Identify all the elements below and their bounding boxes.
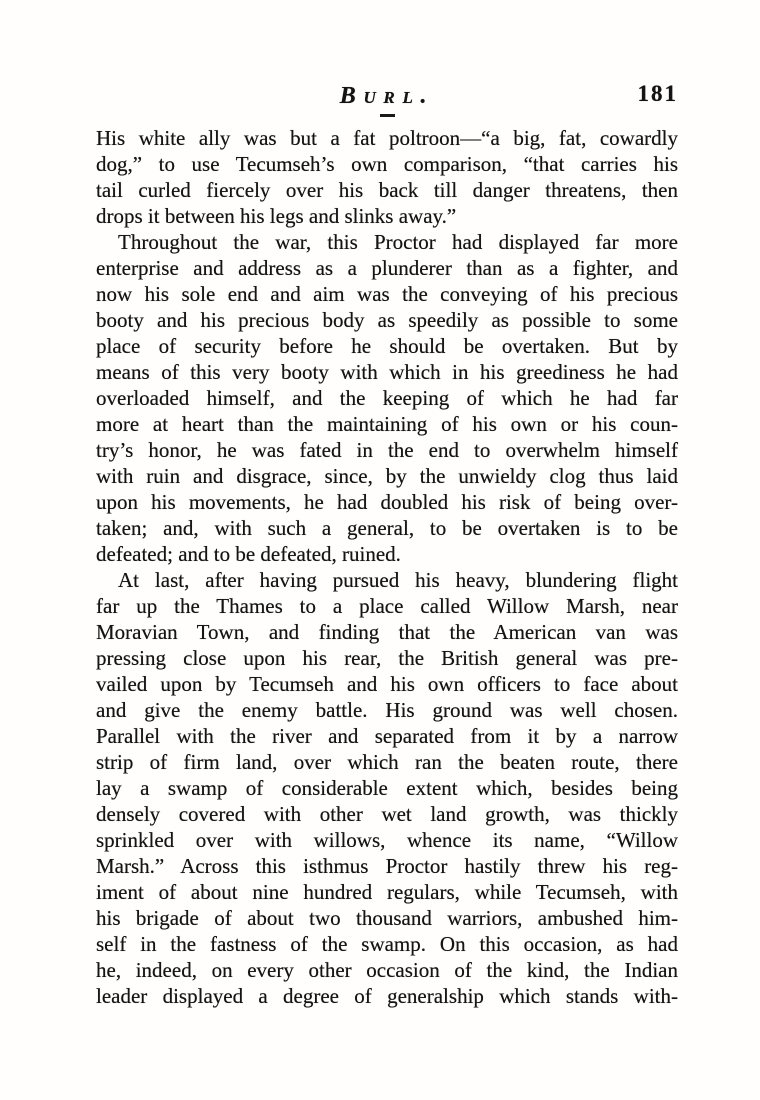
text-line: strip of firm land, over which ran the beaten route, there [96,749,678,774]
text-line: place of security before he should be overtaken. But by [96,333,678,358]
text-line: His white ally was but a fat poltroon—“a big, fat, cowardly [96,125,678,150]
text-line: iment of about nine hundred regulars, while Tecumseh, with [96,879,678,904]
text-line: Marsh.” Across this isthmus Proctor hastily threw his reg- [96,853,678,878]
text-line: more at heart than the maintaining of his own or his coun- [96,411,678,436]
text-line: with ruin and disgrace, since, by the unwieldy clog thus laid [96,463,678,488]
text-column [96,81,678,1009]
paragraph [96,125,678,229]
text-line: densely covered with other wet land growth, was thickly [96,801,678,826]
text-line: upon his movements, he had doubled his risk of being over- [96,489,678,514]
text-line: now his sole end and aim was the conveying of his precious [96,281,678,306]
text-line: leader displayed a degree of generalship which stands with- [96,983,678,1008]
text-line: lay a swamp of considerable extent which, besides being [96,775,678,800]
text-line: enterprise and address as a plunderer than as a fighter, and [96,255,678,280]
text-line: tail curled fiercely over his back till danger threatens, then [96,177,678,202]
paragraph [96,567,678,1009]
text-line: booty and his precious body as speedily as possible to some [96,307,678,332]
text-line: overloaded himself, and the keeping of which he had far [96,385,678,410]
text-line: drops it between his legs and slinks away.” [96,203,457,228]
text-line: Throughout the war, this Proctor had displayed far more [118,229,678,254]
paragraph [96,229,678,567]
running-title: Burl. [339,83,435,109]
text-line: try’s honor, he was fated in the end to overwhelm himself [96,437,678,462]
text-line: Parallel with the river and separated from it by a narrow [96,723,678,748]
text-line: defeated; and to be defeated, ruined. [96,541,401,566]
page-body [96,125,678,1009]
text-line: vailed upon by Tecumseh and his own officers to face about [96,671,678,696]
text-line: and give the enemy battle. His ground was well chosen. [96,697,678,722]
text-line: self in the fastness of the swamp. On this occasion, as had [96,931,678,956]
text-line: sprinkled over with willows, whence its name, “Willow [96,827,678,852]
text-line: At last, after having pursued his heavy, blundering flight [118,567,678,592]
page-number: 181 [637,81,678,106]
header-rule-dash [380,114,395,117]
text-line: his brigade of about two thousand warriors, ambushed him- [96,905,678,930]
text-line: means of this very booty with which in his greediness he had [96,359,678,384]
text-line: Moravian Town, and finding that the American van was [96,619,678,644]
text-line: dog,” to use Tecumseh’s own comparison, “that carries his [96,151,678,176]
text-line: far up the Thames to a place called Willow Marsh, near [96,593,678,618]
page-header [96,81,678,110]
text-line: he, indeed, on every other occasion of the kind, the Indian [96,957,678,982]
text-line: pressing close upon his rear, the British general was pre- [96,645,678,670]
text-line: taken; and, with such a general, to be overtaken is to be [96,515,678,540]
